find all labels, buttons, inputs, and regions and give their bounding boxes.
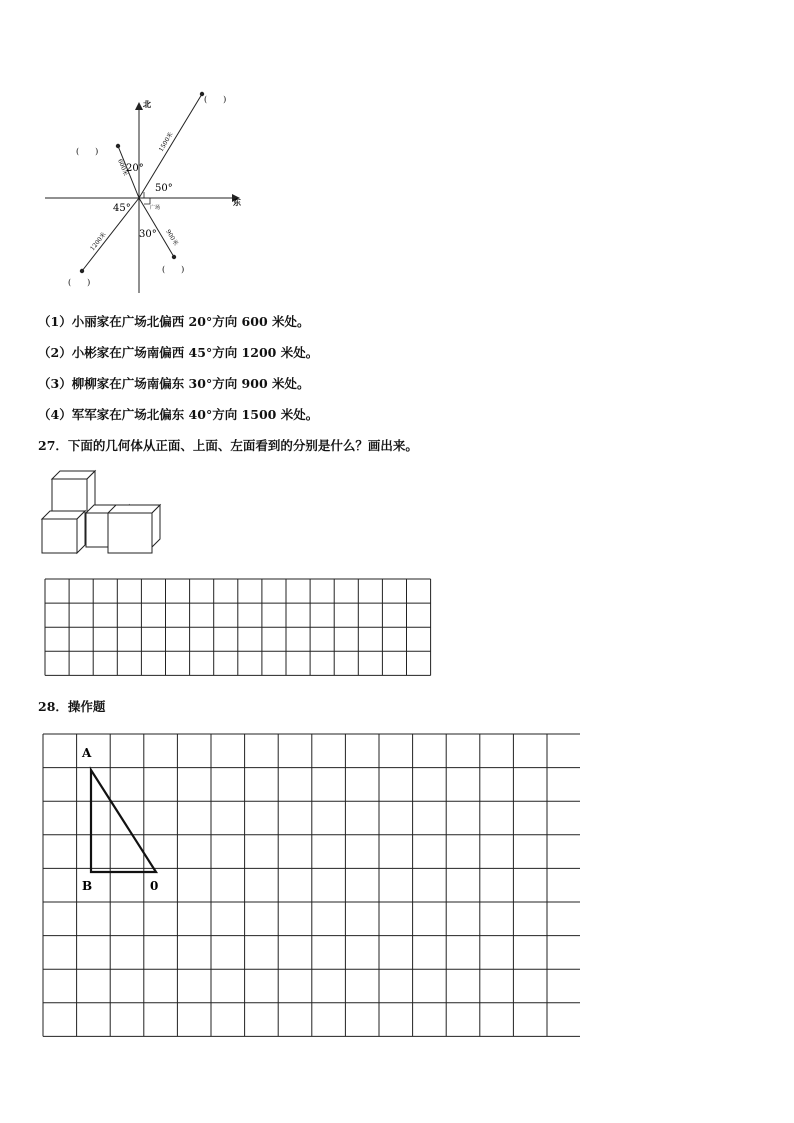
blank-1500: ( ) (204, 95, 227, 104)
statement-1: （1）小丽家在广场北偏西 20°方向 600 米处。 (38, 314, 310, 329)
distance-label-900: 900米 (164, 228, 180, 247)
distance-label-600: 600米 (116, 158, 130, 177)
point-1200 (80, 269, 84, 273)
center-label: 广场 (150, 205, 161, 211)
angle-label-50: 50° (155, 183, 173, 194)
north-label: 北 (143, 99, 151, 109)
q27-answer-grid (44, 578, 432, 678)
angle-label-20: 20° (126, 163, 144, 174)
angle-label-30: 30° (139, 229, 157, 240)
statement-2: （2）小彬家在广场南偏西 45°方向 1200 米处。 (38, 345, 319, 360)
question-28-text: 28．操作题 (38, 699, 106, 714)
east-label: 东 (233, 197, 241, 207)
label-b: B (82, 879, 93, 893)
blank-900: ( ) (162, 265, 185, 274)
question-27-text: 27．下面的几何体从正面、上面、左面看到的分别是什么？画出来。 (38, 438, 418, 453)
blank-1200: ( ) (68, 278, 91, 287)
angle-mark (144, 198, 150, 204)
statement-4: （4）军军家在广场北偏东 40°方向 1500 米处。 (38, 407, 319, 422)
statement-3: （3）柳柳家在广场南偏东 30°方向 900 米处。 (38, 376, 310, 391)
q28-grid (42, 733, 580, 1043)
blank-600: ( ) (76, 147, 99, 156)
triangle-abo (91, 770, 156, 872)
label-o: 0 (150, 879, 159, 893)
point-900 (172, 255, 176, 259)
label-a: A (82, 746, 92, 760)
distance-label-1500: 1500米 (157, 131, 175, 154)
angle-label-45: 45° (113, 203, 131, 214)
cube-solid-figure (40, 467, 165, 557)
point-600 (116, 144, 120, 148)
distance-label-1200: 1200米 (89, 231, 108, 253)
direction-diagram (40, 88, 260, 298)
north-arrow (135, 102, 143, 110)
